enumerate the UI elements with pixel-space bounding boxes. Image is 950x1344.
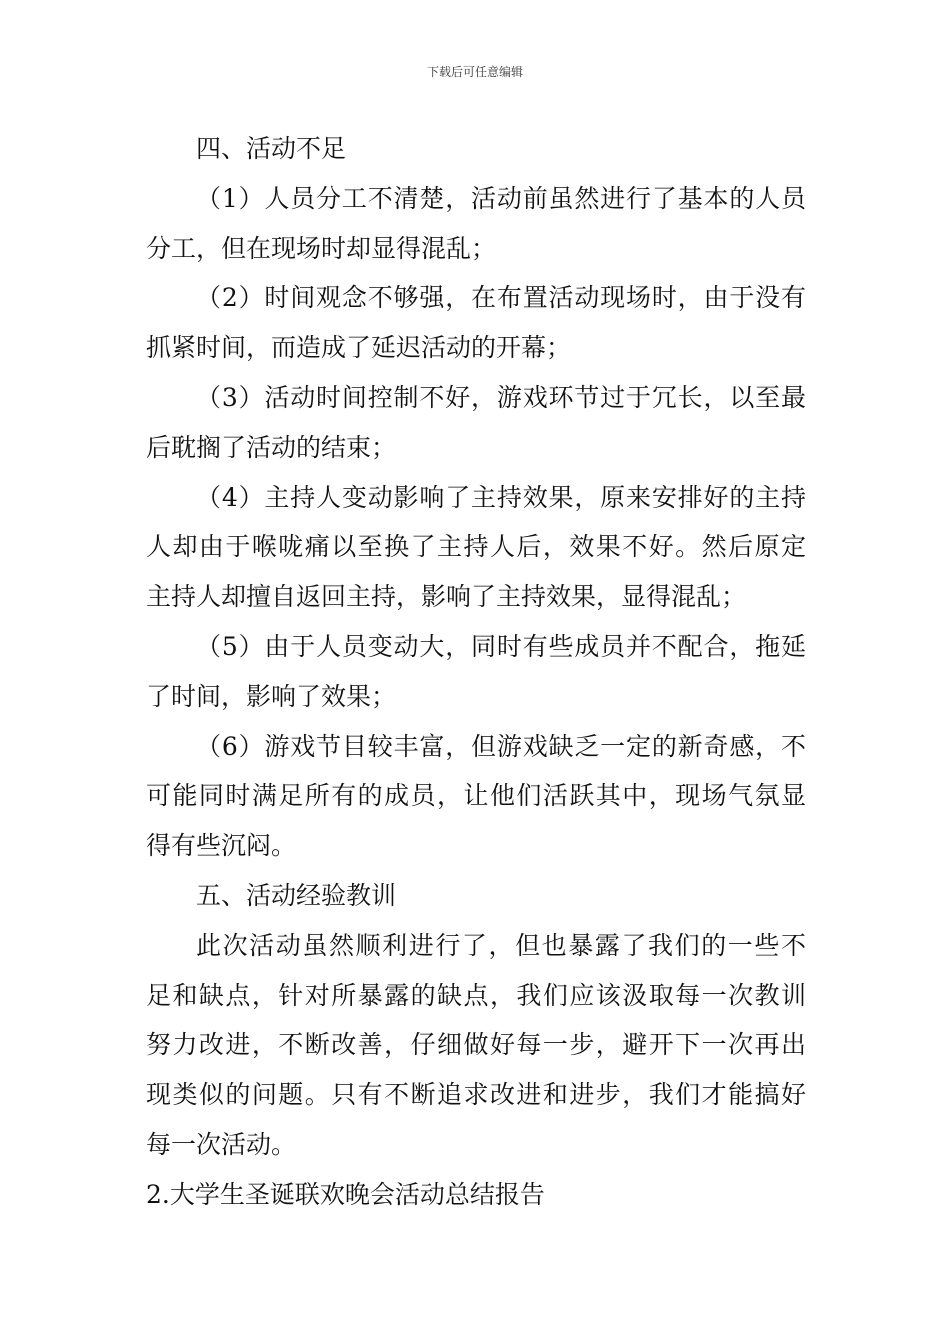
text-line: （3）活动时间控制不好，游戏环节过于冗长，以至最: [196, 382, 806, 412]
text-line: 可能同时满足所有的成员，让他们活跃其中，现场气氛显: [146, 781, 806, 811]
text-line: 每一次活动。: [146, 1129, 297, 1159]
text-line: 此次活动虽然顺利进行了，但也暴露了我们的一些不: [196, 930, 806, 960]
text-line: 五、活动经验教训: [196, 880, 397, 910]
text-line: 2.大学生圣诞联欢晚会活动总结报告: [146, 1179, 545, 1209]
text-line: 后耽搁了活动的结束；: [146, 432, 397, 462]
text-line: 分工，但在现场时却显得混乱；: [146, 233, 497, 263]
text-line: 努力改进，不断改善，仔细做好每一步，避开下一次再出: [146, 1030, 806, 1060]
text-line: 抓紧时间，而造成了延迟活动的开幕；: [146, 333, 572, 363]
text-line: 主持人却擅自返回主持，影响了主持效果，显得混乱；: [146, 582, 747, 612]
text-line: （6）游戏节目较丰富，但游戏缺乏一定的新奇感，不: [196, 731, 806, 761]
text-line: （4）主持人变动影响了主持效果，原来安排好的主持: [196, 482, 806, 512]
text-line: 人却由于喉咙痛以至换了主持人后，效果不好。然后原定: [146, 532, 806, 562]
text-line: 现类似的问题。只有不断追求改进和进步，我们才能搞好: [146, 1080, 806, 1110]
text-line: 了时间，影响了效果；: [146, 681, 397, 711]
text-line: （2）时间观念不够强，在布置活动现场时，由于没有: [196, 283, 806, 313]
text-line: （5）由于人员变动大，同时有些成员并不配合，拖延: [196, 631, 806, 661]
text-line: （1）人员分工不清楚，活动前虽然进行了基本的人员: [196, 183, 806, 213]
page-header: 下载后可任意编辑: [426, 65, 523, 79]
text-line: 足和缺点，针对所暴露的缺点，我们应该汲取每一次教训: [146, 980, 806, 1010]
text-line: 得有些沉闷。: [146, 831, 297, 861]
text-line: 四、活动不足: [196, 134, 347, 163]
document-body: [146, 124, 806, 1220]
